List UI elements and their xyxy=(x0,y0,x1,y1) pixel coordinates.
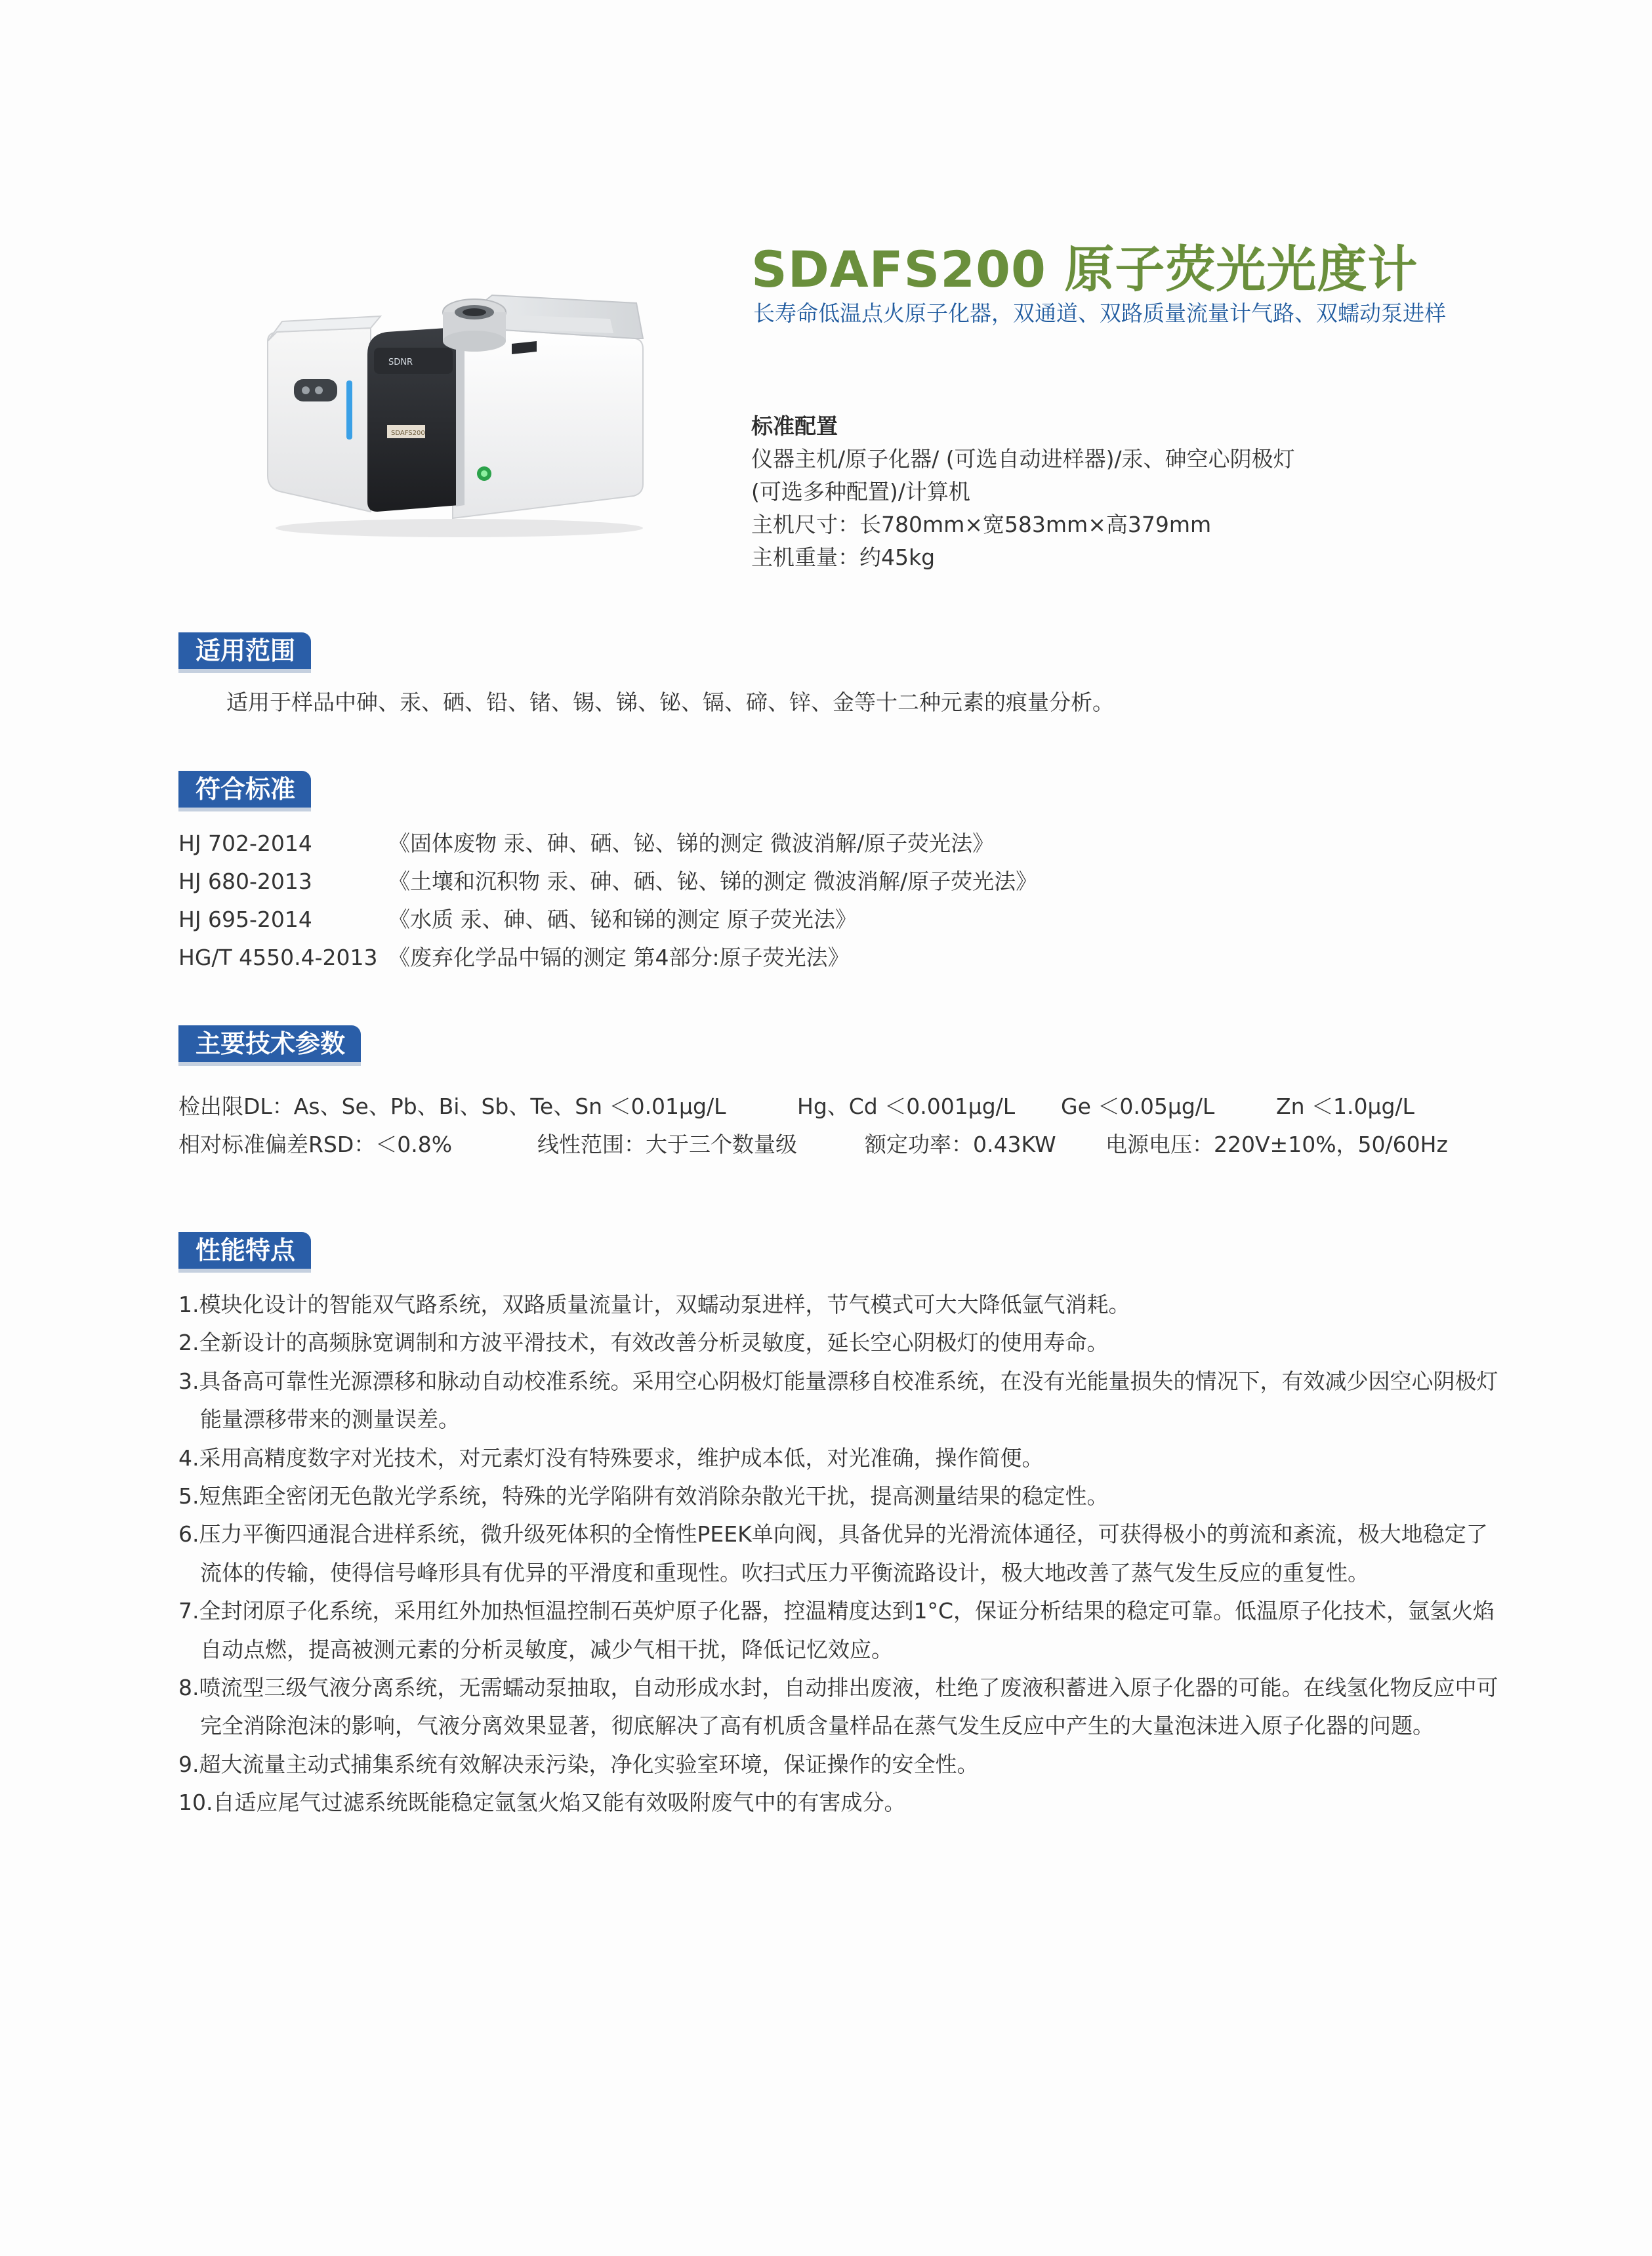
standard-code: HJ 695-2014 xyxy=(178,907,312,932)
standard-name: 《土壤和沉积物 汞、砷、硒、铋、锑的测定 微波消解/原子荧光法》 xyxy=(388,869,1038,894)
feature-item: 9.超大流量主动式捕集系统有效解决汞污染，净化实验室环境，保证操作的安全性。 xyxy=(178,1751,979,1777)
param-linear-range: 线性范围：大于三个数量级 xyxy=(537,1132,797,1157)
param-hg-cd: Hg、Cd ＜0.001μg/L xyxy=(797,1094,1016,1119)
section-tag-features: 性能特点 xyxy=(178,1232,311,1269)
config-heading: 标准配置 xyxy=(751,413,838,439)
standard-config xyxy=(751,410,1295,574)
feature-item: 7.全封闭原子化系统，采用红外加热恒温控制石英炉原子化器，控温精度达到1°C，保证分析结果的稳定可靠。低温原子化技术，氩氢火焰自动点燃，提高被测元素的分析灵敏度，减少气相干扰，降低记忆效应。 xyxy=(178,1598,1495,1662)
config-line: 仪器主机/原子化器/ (可选自动进样器)/汞、砷空心阴极灯 xyxy=(751,446,1295,472)
features-list xyxy=(178,1286,1504,1822)
feature-item: 2.全新设计的高频脉宽调制和方波平滑技术，有效改善分析灵敏度，延长空心阴极灯的使用寿命。 xyxy=(178,1330,1109,1356)
product-subtitle: 长寿命低温点火原子化器，双通道、双路质量流量计气路、双蠕动泵进样 xyxy=(753,300,1446,326)
standard-code: HG/T 4550.4-2013 xyxy=(178,945,378,970)
param-power: 额定功率：0.43KW xyxy=(865,1132,1056,1157)
badge-label: SDNR xyxy=(388,358,413,367)
scope-text: 适用于样品中砷、汞、硒、铅、锗、锡、锑、铋、镉、碲、锌、金等十二种元素的痕量分析。 xyxy=(226,689,1114,715)
param-rsd: 相对标准偏差RSD：＜0.8% xyxy=(178,1132,453,1157)
param-ge: Ge ＜0.05μg/L xyxy=(1061,1094,1215,1119)
param-detection-limit: 检出限DL：As、Se、Pb、Bi、Sb、Te、Sn ＜0.01μg/L xyxy=(178,1094,726,1119)
product-title: SDAFS200 原子荧光光度计 xyxy=(751,240,1418,298)
standard-row xyxy=(178,863,1037,901)
standard-name: 《水质 汞、砷、硒、铋和锑的测定 原子荧光法》 xyxy=(388,907,857,932)
standard-code: HJ 702-2014 xyxy=(178,831,312,856)
param-zn: Zn ＜1.0μg/L xyxy=(1276,1094,1415,1119)
config-line: 主机尺寸：长780mm×宽583mm×高379mm xyxy=(751,512,1212,537)
param-voltage: 电源电压：220V±10%，50/60Hz xyxy=(1105,1132,1448,1157)
section-tag-params: 主要技术参数 xyxy=(178,1025,361,1062)
feature-item: 1.模块化设计的智能双气路系统，双路质量流量计，双蠕动泵进样，节气模式可大大降低氩气消耗。 xyxy=(178,1292,1130,1317)
standard-row xyxy=(178,825,1037,863)
standard-name: 《废弃化学品中镉的测定 第4部分:原子荧光法》 xyxy=(388,945,850,970)
config-line: (可选多种配置)/计算机 xyxy=(751,479,970,504)
standards-list xyxy=(178,825,1037,977)
standard-row xyxy=(178,901,1037,939)
section-tag-standards: 符合标准 xyxy=(178,771,311,808)
section-tag-scope: 适用范围 xyxy=(178,632,311,669)
standard-code: HJ 680-2013 xyxy=(178,869,312,894)
standard-row xyxy=(178,939,1037,977)
feature-item: 6.压力平衡四通混合进样系统，微升级死体积的全惰性PEEK单向阀，具备优异的光滑流体通径，可获得极小的剪流和紊流，极大地稳定了流体的传输，使得信号峰形具有优异的平滑度和重现性。吹扫式压力平衡流路设计，极大地改善了蒸气发生反应的重复性。 xyxy=(178,1521,1488,1586)
feature-item: 3.具备高可靠性光源漂移和脉动自动校准系统。采用空心阴极灯能量漂移自校准系统，在没有光能量损失的情况下，有效减少因空心阴极灯能量漂移带来的测量误差。 xyxy=(178,1368,1498,1433)
feature-item: 10.自适应尾气过滤系统既能稳定氩氢火焰又能有效吸附废气中的有害成分。 xyxy=(178,1790,906,1816)
config-line: 主机重量：约45kg xyxy=(751,544,936,570)
feature-item: 5.短焦距全密闭无色散光学系统，特殊的光学陷阱有效消除杂散光干扰，提高测量结果的稳定性。 xyxy=(178,1483,1109,1509)
feature-item: 4.采用高精度数字对光技术，对元素灯没有特殊要求，维护成本低，对光准确，操作简便。 xyxy=(178,1445,1044,1471)
standard-name: 《固体废物 汞、砷、硒、铋、锑的测定 微波消解/原子荧光法》 xyxy=(388,831,995,856)
instrument-image xyxy=(256,276,650,538)
product-label: SDAFS200 xyxy=(391,430,425,437)
feature-item: 8.喷流型三级气液分离系统，无需蠕动泵抽取，自动形成水封，自动排出废液，杜绝了废液积蓄进入原子化器的可能。在线氢化物反应中可完全消除泡沫的影响，气液分离效果显著，彻底解决了高有机质含量样品在蒸气发生反应中产生的大量泡沫进入原子化器的问题。 xyxy=(178,1675,1498,1739)
